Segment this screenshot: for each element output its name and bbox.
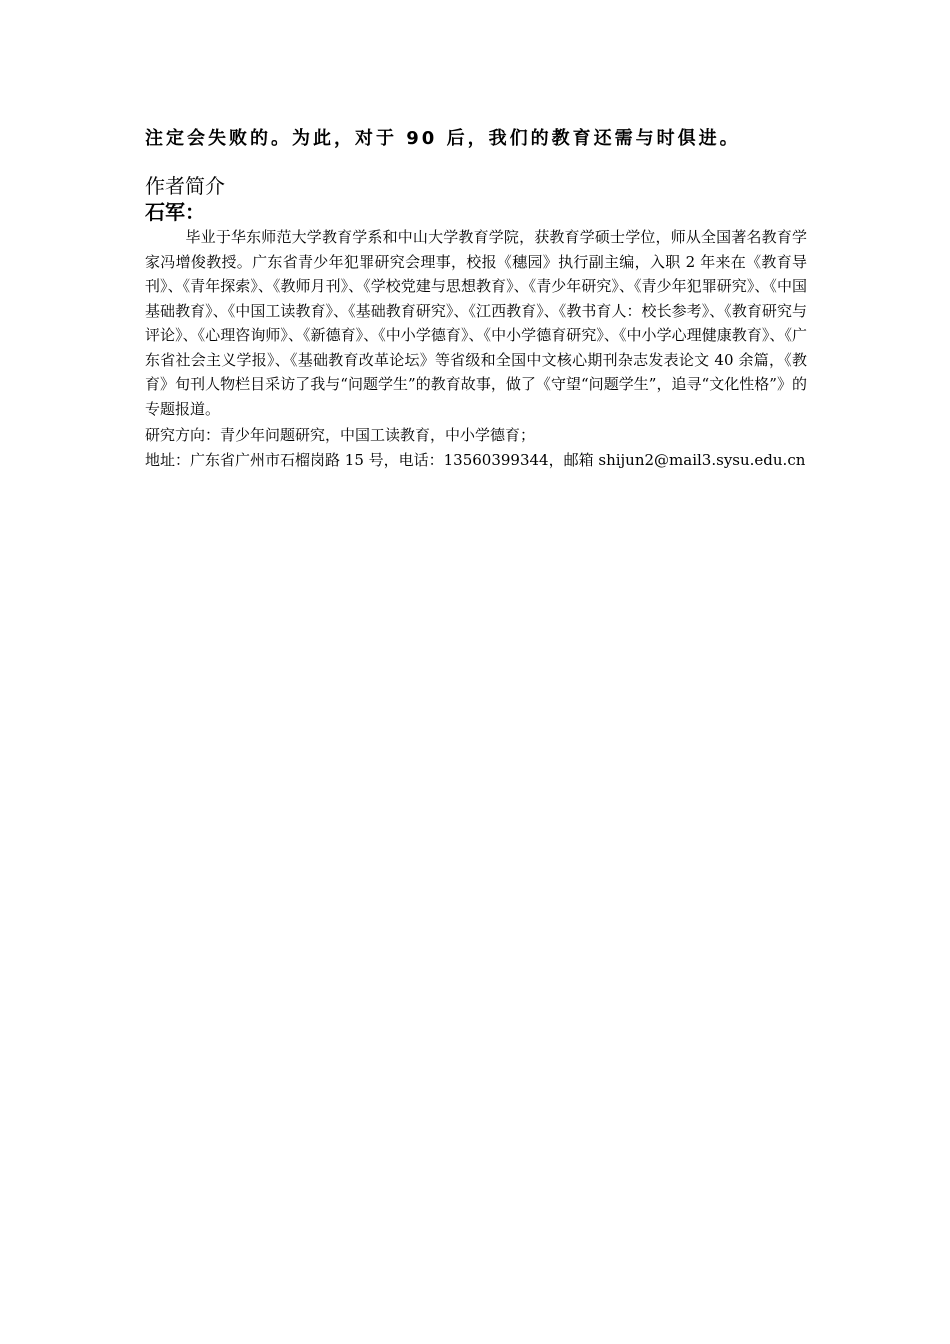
contact-address: 地址：广东省广州市石榴岗路 15 号，电话：13560399344，邮箱 shijun2@mail3.sysu.edu.cn bbox=[145, 451, 806, 469]
research-direction: 研究方向：青少年问题研究，中国工读教育，中小学德育； bbox=[145, 426, 536, 444]
intro-line: 注定会失败的。为此，对于 90 后，我们的教育还需与时俱进。 bbox=[145, 128, 741, 149]
author-name: 石军： bbox=[145, 200, 205, 224]
section-heading: 作者简介 bbox=[145, 174, 225, 198]
author-bio: 毕业于华东师范大学教育学系和中山大学教育学院，获教育学硕士学位，师从全国著名教育学家冯增俊教授。广东省青少年犯罪研究会理事，校报《穗园》执行副主编，入职 2 年来在《教育导刊》、《青年探索》、《教师月刊》、《学校党建与思想教育》、《青少年研究》、《青少年犯罪研究》、《中国基础教育》、《中国工读教育》、《基础教育研究》、《江西教育》、《教书育人：校长参考》、《教育研究与评论》、《心理咨询师》、《新德育》、《中小学德育》、《中小学德育研究》、《中小学心理健康教育》、《广东省社会主义学报》、《基础教育改革论坛》等省级和全国中文核心期刊杂志发表论文 40 余篇，《教育》旬刊人物栏目采访了我与“问题学生”的教育故事，做了《守望“问题学生”，追寻“文化性格”》的专题报道。 bbox=[145, 228, 807, 418]
